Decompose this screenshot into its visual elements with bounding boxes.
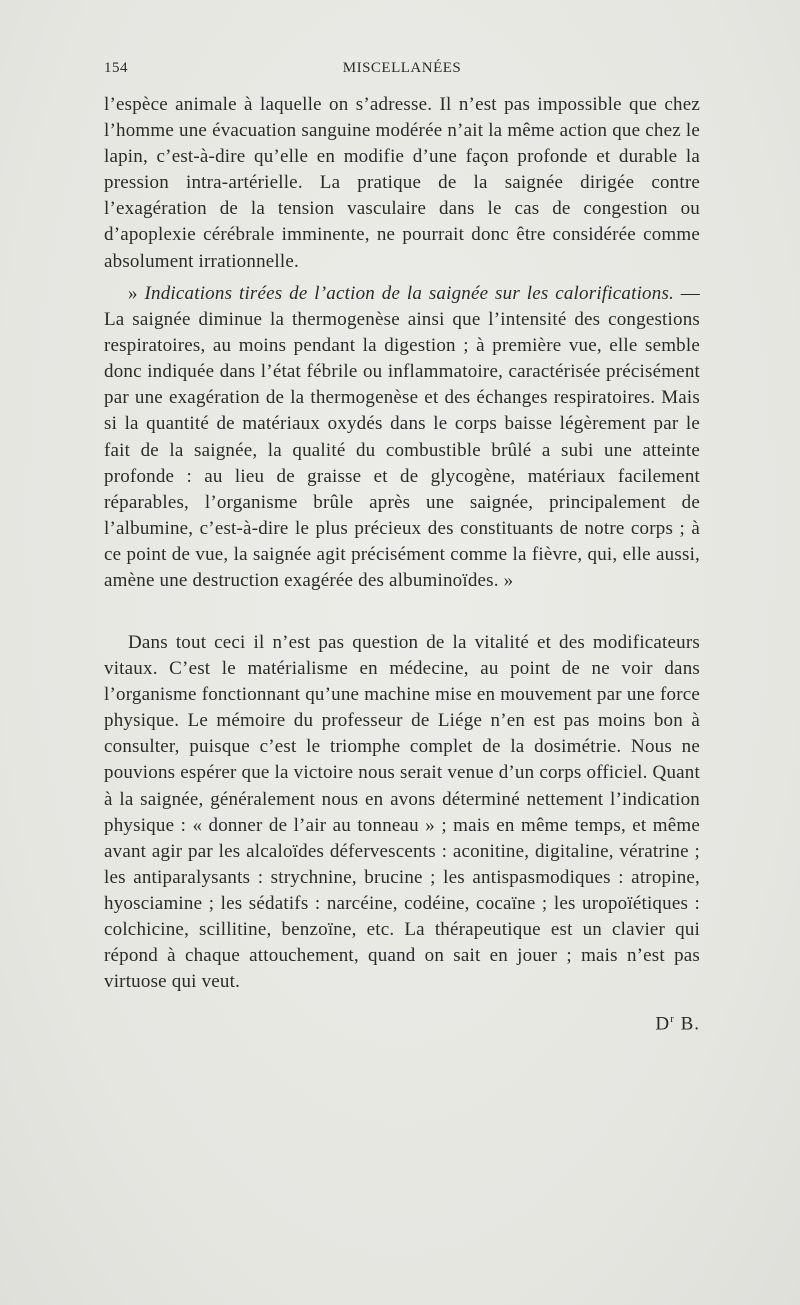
paragraph-1 <box>104 92 700 275</box>
quote-mark: » <box>128 283 145 304</box>
signature-name: B. <box>674 1013 700 1035</box>
page-header <box>104 60 700 82</box>
running-head: MISCELLANÉES <box>342 60 462 76</box>
signature <box>560 1013 700 1035</box>
paragraph-text <box>104 281 700 594</box>
paragraph-text: Dans tout ceci il n’est pas question de la vitalité et des modificateurs vitaux. C’est le matérialisme en médecine, au point de ne voir dans l’organisme fonctionnant qu’une machine mise en mouvement par une force physique. Le mémoire du professeur de Liége n’en est pas moins bon à consulter, puisque c’est le triomphe complet de la dosimétrie. Nous ne pouvions espérer que la victoire nous serait venue d’un corps officiel. Quant à la saignée, généralement nous en avons déterminé nettement l’indication physique : « donner de l’air au tonneau » ; mais en même temps, et même avant agir par les alcaloïdes défervescents : aconitine, digitaline, vératrine ; les antiparalysants : strychnine, brucine ; les antispasmodiques : atropine, hyosciamine ; les sédatifs : narcéine, codéine, cocaïne ; les uropoïétiques : colchicine, scillitine, benzoïne, etc. La thérapeutique est un clavier qui répond à chaque attouchement, quand on sait en jouer ; mais n’est pas virtuose qui veut. <box>104 632 700 993</box>
signature-superscript: r <box>670 1013 675 1025</box>
paragraph-2 <box>104 281 700 594</box>
signature-prefix: D <box>655 1013 671 1035</box>
section-heading: Indications tirées de l’action de la saignée sur les calorifications. <box>144 283 674 304</box>
paragraph-body: — La saignée diminue la thermogenèse ainsi que l’intensité des congestions respiratoires, au moins pendant la digestion ; à première vue, elle semble donc indiquée dans l’état fébrile ou inflammatoire, caractérisée précisément par une exagération de la thermogenèse et des échanges respiratoires. Mais si la quantité de matériaux oxydés dans le corps baisse légèrement par le fait de la saignée, la qualité du combustible brûlé a subi une atteinte profonde : au lieu de graisse et de glycogène, matériaux facilement réparables, l’organisme brûle après une saignée, principalement de l’albumine, c’est-à-dire le plus précieux des constituants de notre corps ; à ce point de vue, la saignée agit précisément comme la fièvre, qui, elle aussi, amène une destruction exagérée des albuminoïdes. » <box>104 283 700 592</box>
paragraph-text: l’espèce animale à laquelle on s’adresse. Il n’est pas impossible que chez l’homme une évacuation sanguine modérée n’ait la même action que chez le lapin, c’est-à-dire qu’elle en modifie d’une façon profonde et durable la pression intra-artérielle. La pratique de la saignée dirigée contre l’exagération de la tension vasculaire dans le cas de congestion ou d’apoplexie cérébrale imminente, ne pourrait donc être considérée comme absolument irrationnelle. <box>104 94 700 272</box>
page-number: 154 <box>104 60 128 76</box>
paragraph-3 <box>104 630 700 995</box>
